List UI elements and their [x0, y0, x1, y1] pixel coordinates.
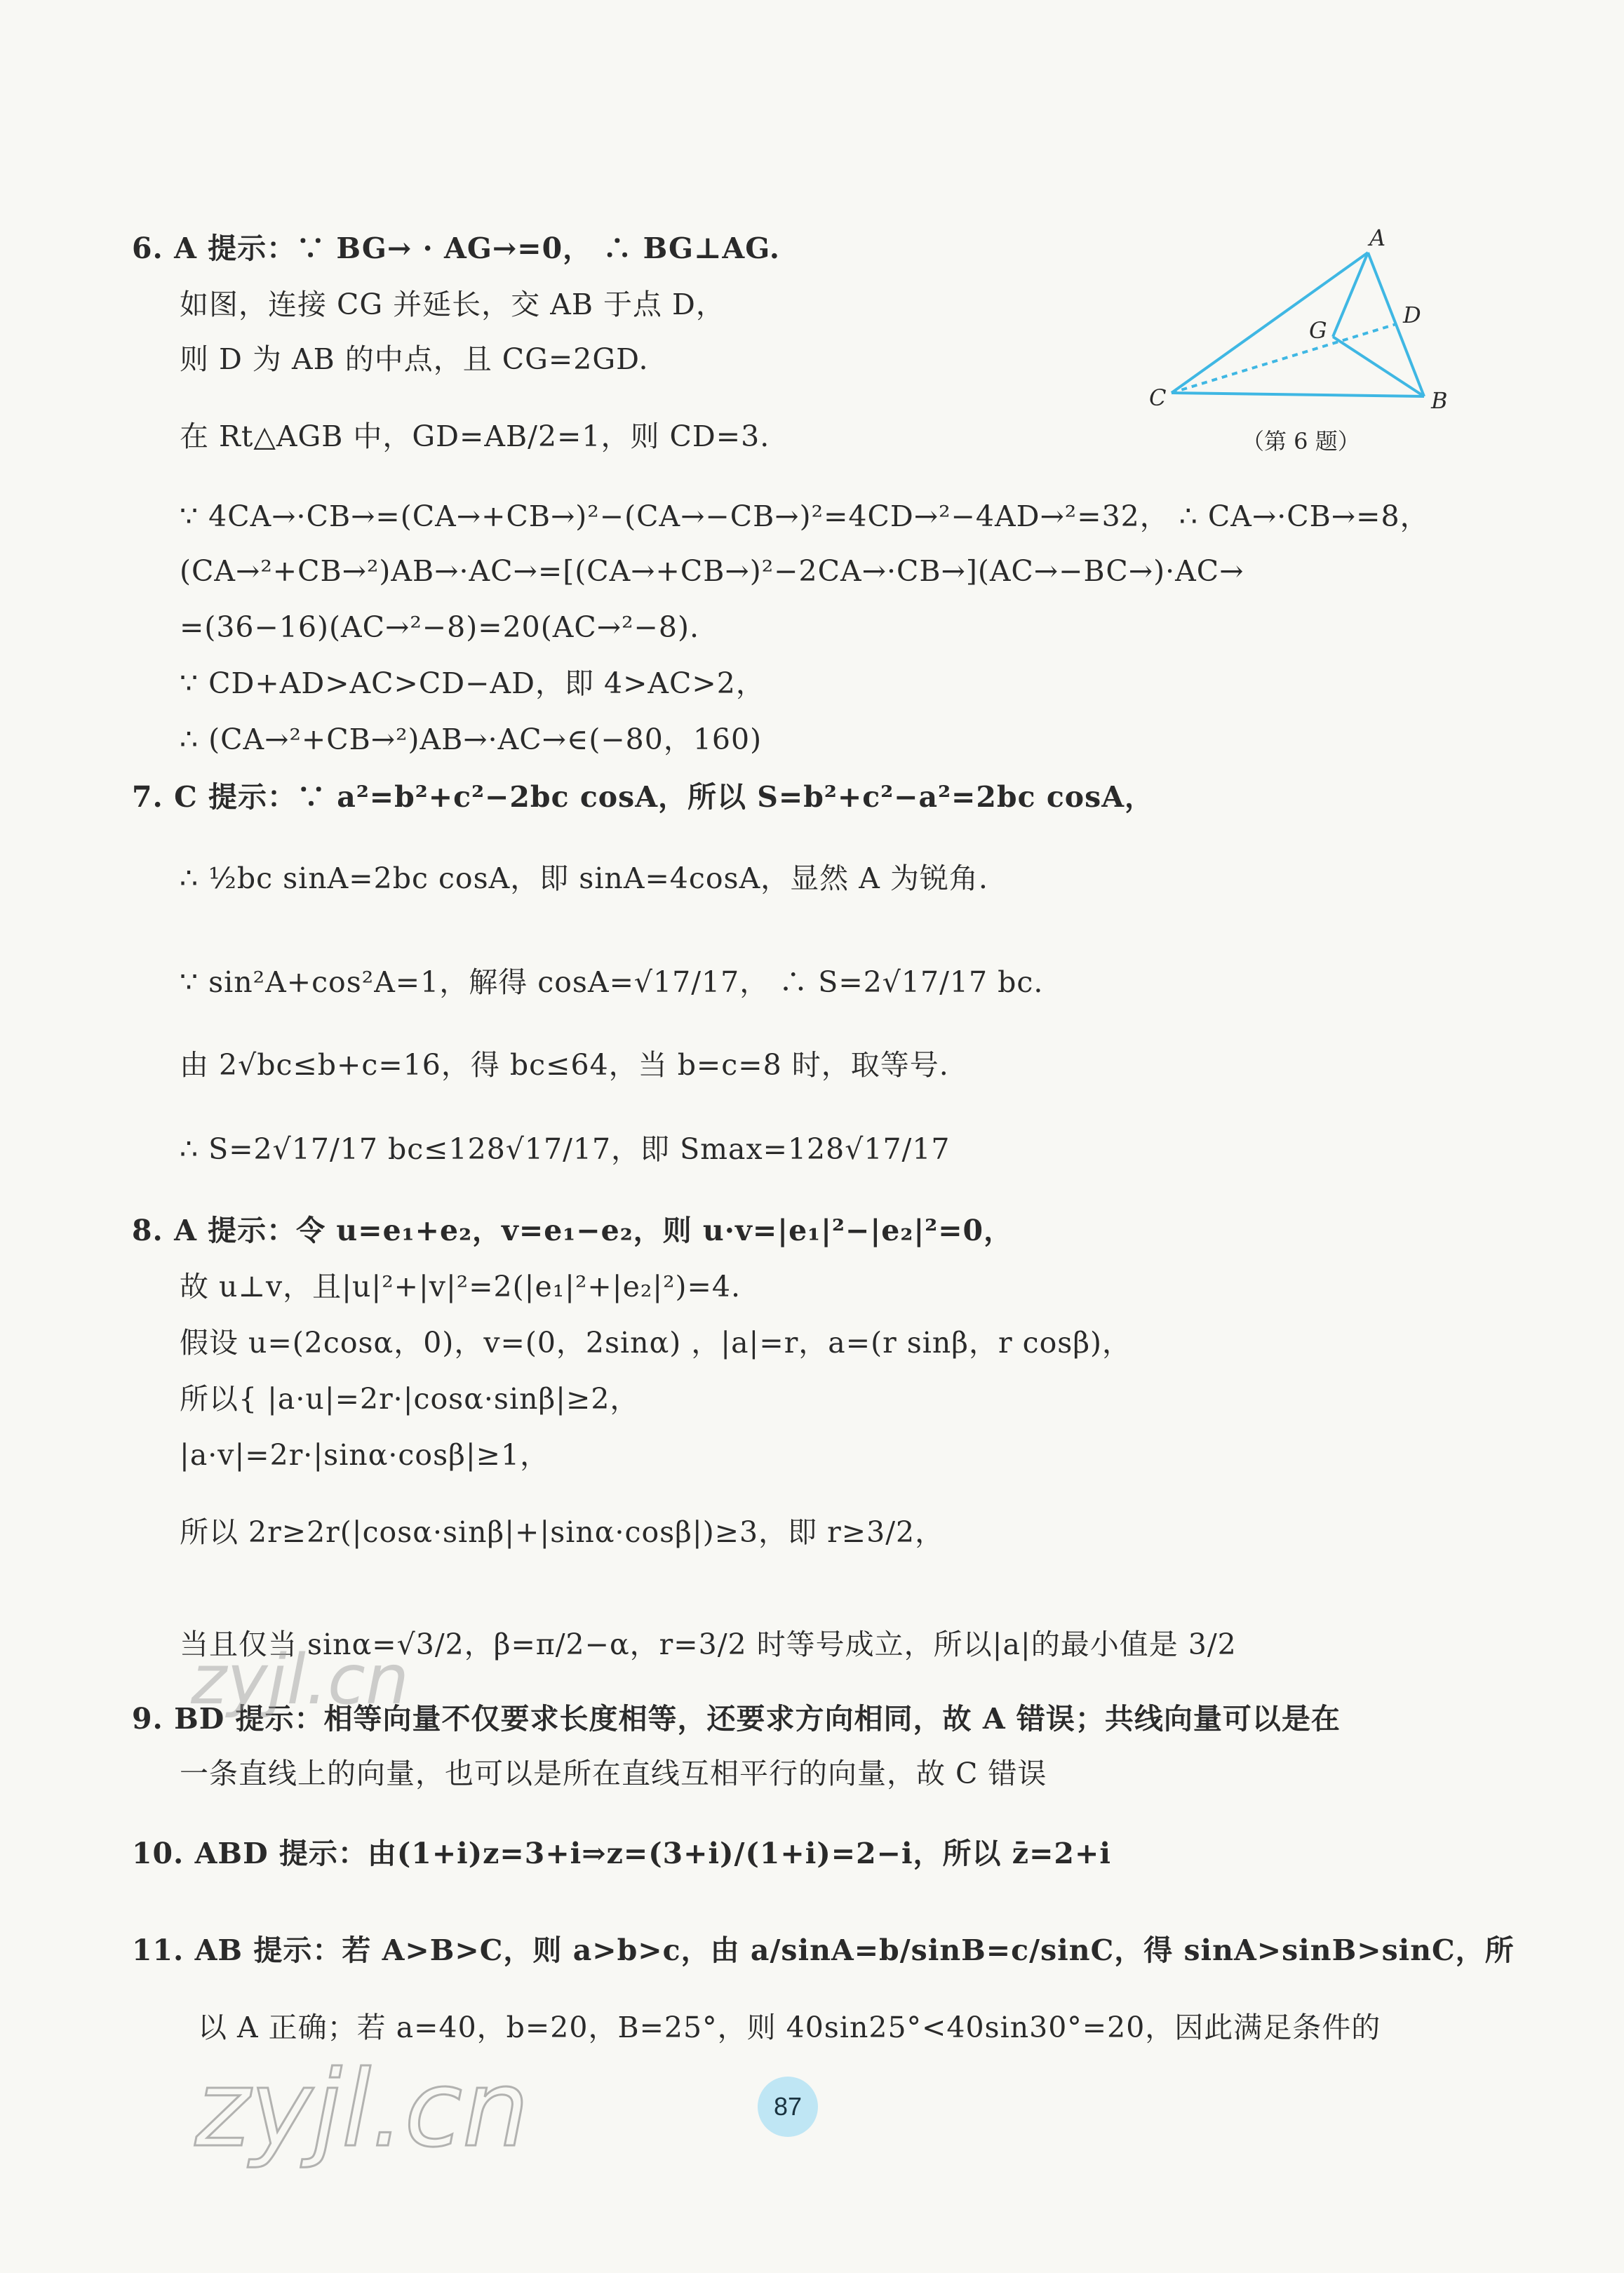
answer-8-line-5: |a·v|=2r·|sinα·cosβ|≥1， [180, 1438, 550, 1472]
answer-8-line-1: 8. A 提示：令 u=e₁+e₂，v=e₁−e₂，则 u·v=|e₁|²−|e₂|²=0， [132, 1214, 1014, 1247]
figure-lines [1172, 253, 1424, 396]
answer-6-line-8: ∵ CD+AD>AC>CD−AD，即 4>AC>2， [180, 666, 765, 700]
label-D: D [1403, 302, 1421, 328]
answer-7-line-1: 7. C 提示：∵ a²=b²+c²−2bc cosA，所以 S=b²+c²−a²=2bc cosA， [132, 780, 1155, 814]
label-C: C [1149, 384, 1167, 411]
line-CB [1172, 393, 1424, 396]
answer-7-line-3: ∵ sin²A+cos²A=1，解得 cosA=√17/17， ∴ S=2√17/17 bc. [180, 965, 1044, 999]
answer-6-line-6: (CA→²+CB→²)AB→·AC→=[(CA→+CB→)²−2CA→·CB→](AC→−BC→)·AC→ [180, 554, 1244, 588]
answer-6-line-5: ∵ 4CA→·CB→=(CA→+CB→)²−(CA→−CB→)²=4CD→²−4AD→²=32， ∴ CA→·CB→=8， [180, 499, 1430, 533]
answer-6-line-1: 6. A 提示：∵ BG→ · AG→=0， ∴ BG⊥AG. [132, 232, 781, 265]
figure-triangle [1143, 224, 1466, 463]
answer-11-line-2: 以 A 正确；若 a=40，b=20，B=25°，则 40sin25°<40sin30°=20，因此满足条件的 [198, 2011, 1381, 2044]
label-A: A [1369, 224, 1386, 251]
answer-11-line-1: 11. AB 提示：若 A>B>C，则 a>b>c，由 a/sinA=b/sinB=c/sinC，得 sinA>sinB>sinC，所 [132, 1933, 1515, 1967]
answer-7-line-2: ∴ ½bc sinA=2bc cosA，即 sinA=4cosA，显然 A 为锐角. [180, 861, 988, 895]
answer-6-line-9: ∴ (CA→²+CB→²)AB→·AC→∈(−80，160) [180, 723, 763, 756]
label-G: G [1309, 317, 1327, 344]
answer-7-line-4: 由 2√bc≤b+c=16，得 bc≤64，当 b=c=8 时，取等号. [180, 1048, 949, 1082]
page-number-badge: 87 [758, 2077, 818, 2137]
watermark-logo-large: zyjl.cn [195, 2049, 530, 2171]
answer-8-line-7: 当且仅当 sinα=√3/2，β=π/2−α，r=3/2 时等号成立，所以|a|的最小值是 3/2 [180, 1628, 1237, 1661]
answer-6-line-4: 在 Rt△AGB 中，GD=AB/2=1，则 CD=3. [180, 420, 770, 453]
answer-9-line-1: 9. BD 提示：相等向量不仅要求长度相等，还要求方向相同，故 A 错误；共线向量可以是在 [132, 1702, 1341, 1736]
answer-8-line-3: 假设 u=(2cosα，0)，v=(0，2sinα) ，|a|=r，a=(r sinβ，r cosβ)， [180, 1326, 1132, 1360]
answer-8-line-6: 所以 2r≥2r(|cosα·sinβ|+|sinα·cosβ|)≥3，即 r≥3/2， [180, 1515, 945, 1549]
answer-10-line-1: 10. ABD 提示：由(1+i)z=3+i⇒z=(3+i)/(1+i)=2−i，所以 z̄=2+i [132, 1837, 1111, 1870]
answer-8-line-2: 故 u⊥v，且|u|²+|v|²=2(|e₁|²+|e₂|²)=4. [180, 1270, 741, 1303]
label-B: B [1431, 387, 1448, 414]
answer-6-line-7: =(36−16)(AC→²−8)=20(AC→²−8). [180, 610, 699, 644]
answer-6-line-3: 则 D 为 AB 的中点，且 CG=2GD. [180, 342, 649, 376]
answer-6-line-2: 如图，连接 CG 并延长，交 AB 于点 D， [180, 288, 725, 321]
line-GB [1333, 337, 1424, 396]
watermark-logo: zyjl.cn [191, 1640, 410, 1720]
answer-9-line-2: 一条直线上的向量，也可以是所在直线互相平行的向量，故 C 错误 [180, 1757, 1047, 1790]
answer-8-line-4: 所以{ |a·u|=2r·|cosα·sinβ|≥2， [180, 1382, 640, 1416]
line-CD [1172, 324, 1396, 393]
answer-7-line-5: ∴ S=2√17/17 bc≤128√17/17，即 Smax=128√17/17 [180, 1132, 951, 1166]
figure-caption: （第 6 题） [1242, 428, 1360, 455]
